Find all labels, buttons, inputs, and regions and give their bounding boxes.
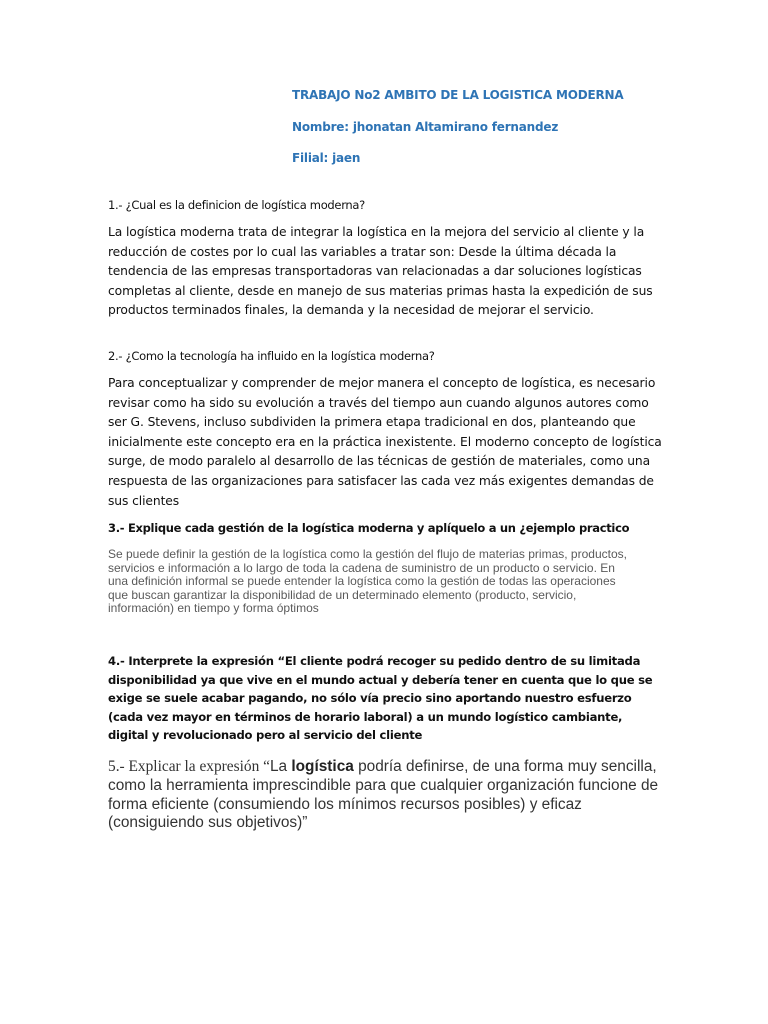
document-header (292, 86, 732, 181)
assignment-title: TRABAJO No2 AMBITO DE LA LOGISTICA MODERNA (292, 88, 624, 102)
question-5-rest: podría definirse, de una forma muy sencilla, como la herramienta imprescindible para que cualquier organización funcione de forma eficiente (consumiendo los mínimos recursos posibles) y eficaz (consiguiendo sus objetivos)” (108, 758, 659, 832)
branch-line: Filial: jaen (292, 151, 361, 165)
question-5 (108, 758, 663, 833)
answer-2-block (108, 374, 663, 511)
answer-1-block (108, 223, 663, 321)
question-2-block (108, 348, 663, 364)
question-1-block (108, 197, 663, 213)
question-4-block (108, 652, 658, 745)
question-3: 3.- Explique cada gestión de la logística moderna y aplíquelo a un ¿ejemplo practico (108, 521, 630, 535)
question-5-lead: La (269, 758, 292, 775)
student-name: Nombre: jhonatan Altamirano fernandez (292, 119, 559, 134)
question-5-prefix: 5.- Explicar la expresión “ (108, 758, 270, 775)
question-2: 2.- ¿Como la tecnología ha influido en la logística moderna? (108, 349, 435, 363)
question-5-block (108, 758, 663, 833)
answer-3: Se puede definir la gestión de la logística como la gestión del flujo de materias primas, productos, servicios e información a lo largo de toda la cadena de suministro de un producto o servicio. En una definición informal se puede entender la logística como la gestión de todas las operaciones que buscan garantizar la disponibilidad de un determinado elemento (producto, servicio, información) en tiempo y forma óptimos (108, 547, 627, 616)
question-1: 1.- ¿Cual es la definicion de logística moderna? (108, 198, 365, 212)
answer-3-block (108, 548, 638, 616)
question-5-keyword: logística (291, 758, 354, 775)
question-3-block (108, 520, 663, 536)
answer-2: Para conceptualizar y comprender de mejor manera el concepto de logística, es necesario revisar como ha sido su evolución a través del tiempo aun cuando algunos autores como ser G. Stevens, incluso subdividen la primera etapa tradicional en dos, planteando que inicialmente este concepto era en la práctica inexistente. El moderno concepto de logística surge, de modo paralelo al desarrollo de las técnicas de gestión de materiales, como una respuesta de las organizaciones para satisfacer las cada vez más exigentes demandas de sus clientes (108, 376, 662, 508)
answer-1: La logística moderna trata de integrar la logística en la mejora del servicio al cliente y la reducción de costes por lo cual las variables a tratar son: Desde la última década la tendencia de las empresas transportadoras van relacionadas a dar soluciones logísticas completas al cliente, desde en manejo de sus materias primas hasta la expedición de sus productos terminados finales, la demanda y la necesidad de mejorar el servicio. (108, 225, 653, 318)
question-4: 4.- Interprete la expresión “El cliente podrá recoger su pedido dentro de su limitada disponibilidad ya que vive en el mundo actual y debería tener en cuenta que lo que se exige se suele acabar pagando, no sólo vía precio sino aportando nuestro esfuerzo (cada vez mayor en términos de horario laboral) a un mundo logístico cambiante, digital y revolucionado pero al servicio del cliente (108, 654, 653, 742)
